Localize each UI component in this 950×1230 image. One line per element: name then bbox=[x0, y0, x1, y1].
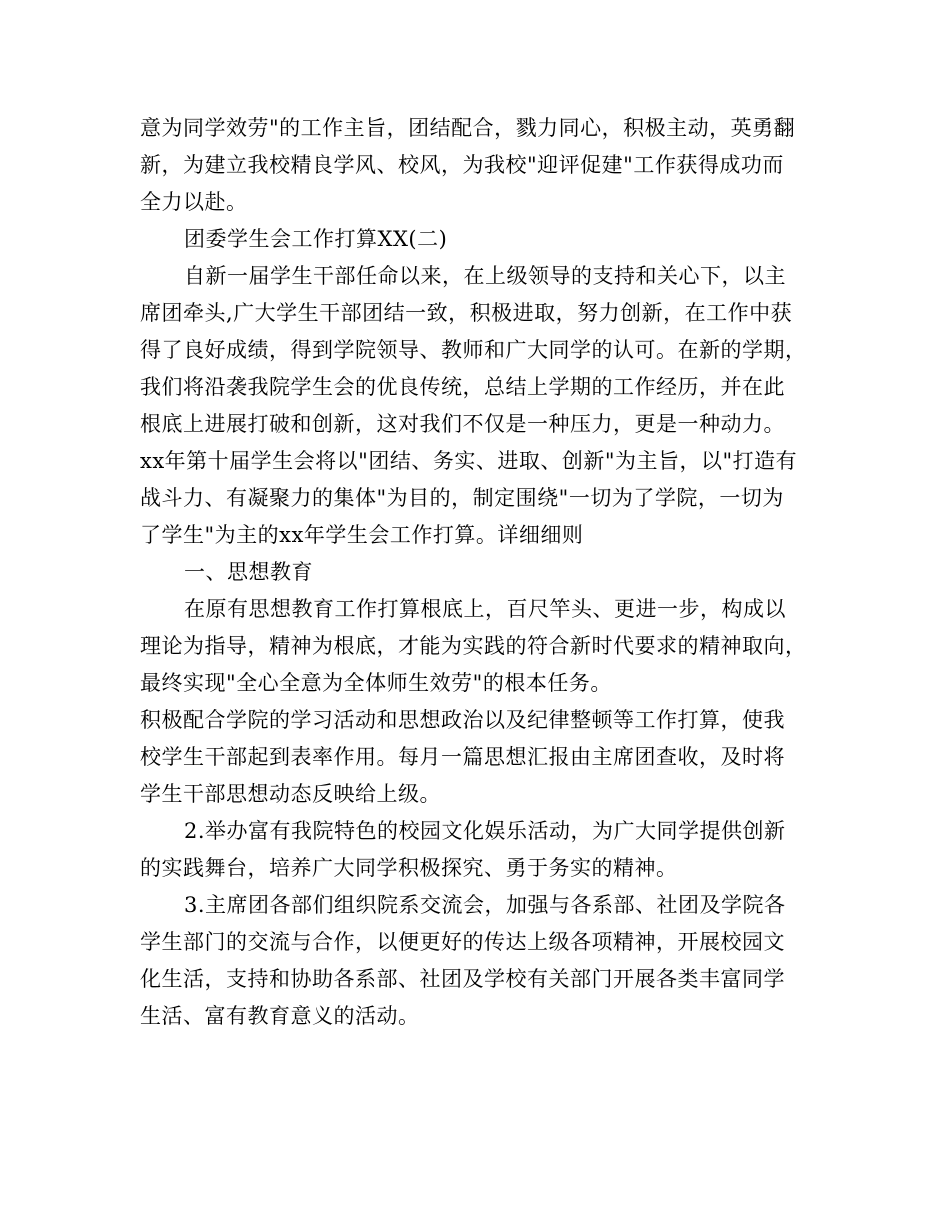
text-line: 了学生"为主的xx年学生会工作打算。详细细则 bbox=[140, 523, 584, 547]
heading-line: 团委学生会工作打算XX(二) bbox=[184, 227, 448, 251]
text-line: xx年第十届学生会将以"团结、务实、进取、创新"为主旨，以"打造有 bbox=[140, 449, 798, 473]
text-line: 意为同学效劳"的工作主旨，团结配合，戮力同心，积极主动，英勇翻 bbox=[140, 116, 796, 140]
text-line: 的实践舞台，培养广大同学积极探究、勇于务实的精神。 bbox=[140, 856, 678, 880]
text-line: 生活、富有教育意义的活动。 bbox=[140, 1004, 420, 1028]
text-line: 3.主席团各部们组织院系交流会，加强与各系部、社团及学院各 bbox=[184, 893, 786, 917]
paragraph-item-2 bbox=[140, 813, 820, 887]
document-body bbox=[140, 110, 820, 1035]
text-line: 在原有思想教育工作打算根底上，百尺竿头、更进一步，构成以 bbox=[184, 597, 786, 621]
text-line: 全力以赴。 bbox=[140, 190, 248, 214]
text-line: 2.举办富有我院特色的校园文化娱乐活动，为广大同学提供创新 bbox=[184, 819, 786, 843]
text-line: 化生活，支持和协助各系部、社团及学校有关部门开展各类丰富同学 bbox=[140, 967, 785, 991]
paragraph-continuation bbox=[140, 110, 820, 221]
text-line: 战斗力、有凝聚力的集体"为目的，制定围绕"一切为了学院，一切为 bbox=[140, 486, 784, 510]
section-title bbox=[140, 221, 820, 258]
text-line: 理论为指导，精神为根底，才能为实践的符合新时代要求的精神取向， bbox=[140, 634, 807, 658]
text-line: 自新一届学生干部任命以来，在上级领导的支持和关心下，以主 bbox=[184, 264, 786, 288]
text-line: 得了良好成绩，得到学院领导、教师和广大同学的认可。在新的学期， bbox=[140, 338, 807, 362]
text-line: 学生部门的交流与合作，以便更好的传达上级各项精神，开展校园文 bbox=[140, 930, 785, 954]
text-line: 校学生干部起到表率作用。每月一篇思想汇报由主席团查收，及时将 bbox=[140, 745, 785, 769]
text-line: 学生干部思想动态反映给上级。 bbox=[140, 782, 441, 806]
paragraph-ideology bbox=[140, 591, 820, 702]
text-line: 积极配合学院的学习活动和思想政治以及纪律整顿等工作打算，使我 bbox=[140, 708, 785, 732]
paragraph-cooperation bbox=[140, 702, 820, 813]
text-line: 新，为建立我校精良学风、校风，为我校"迎评促建"工作获得成功而 bbox=[140, 153, 784, 177]
text-line: 根底上进展打破和创新，这对我们不仅是一种压力，更是一种动力。 bbox=[140, 412, 785, 436]
heading-line: 一、思想教育 bbox=[184, 560, 313, 584]
text-line: 我们将沿袭我院学生会的优良传统，总结上学期的工作经历，并在此 bbox=[140, 375, 785, 399]
text-line: 席团牵头,广大学生干部团结一致，积极进取，努力创新，在工作中获 bbox=[140, 301, 793, 325]
text-line: 最终实现"全心全意为全体师生效劳"的根本任务。 bbox=[140, 671, 612, 695]
paragraph-item-3 bbox=[140, 887, 820, 1035]
section-heading-ideology bbox=[140, 554, 820, 591]
paragraph-intro bbox=[140, 258, 820, 554]
